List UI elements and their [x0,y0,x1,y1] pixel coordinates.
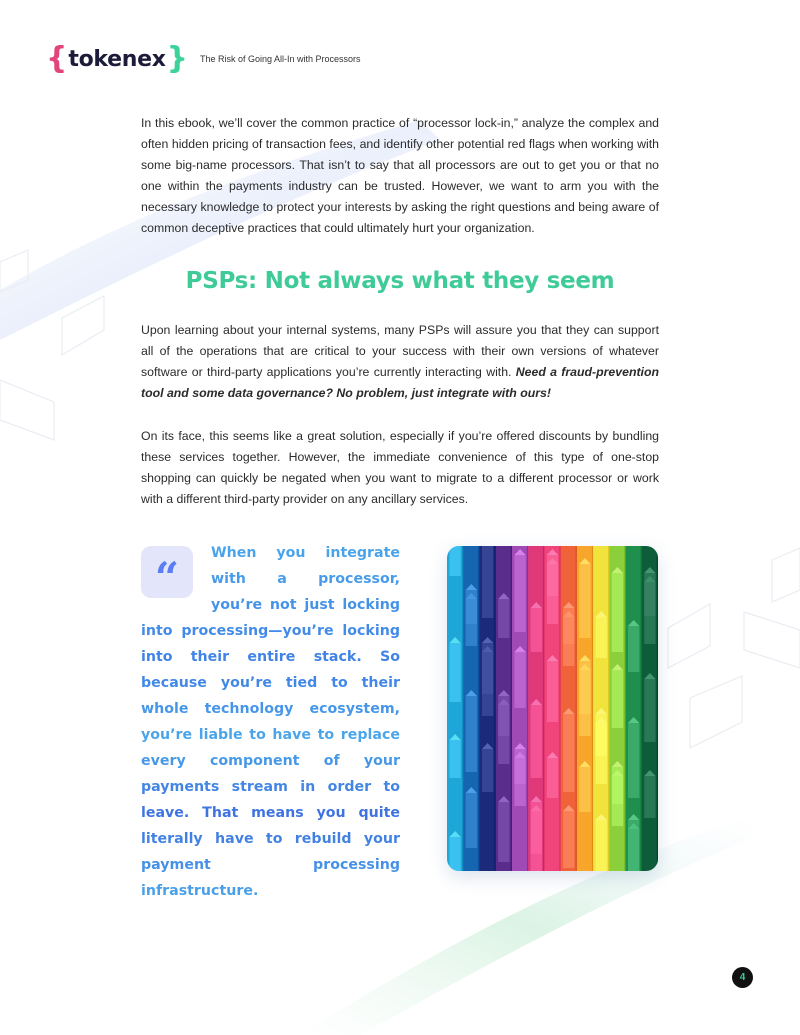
image-column-block [579,564,590,638]
image-column-edge [462,546,463,871]
tokenex-logo [46,41,188,76]
image-column-block [596,617,607,658]
pull-quote-text: When you integrate with a processor, you’re not just locking into processing—you’re locking into their entire stack. So because you’re tied to their whole technology ecosystem, you’re liable to have to replace every component of your payments stream in order to leave. That means you quite literally have to rebuild your payment processing infrastructure. [141,540,400,904]
image-column-block [547,555,558,624]
image-column-edge [624,546,625,871]
image-column-edge [559,546,560,871]
columns-graphic [447,546,658,871]
logo-brace-close: } [166,41,188,76]
image-column-block [449,546,460,576]
convenience-paragraph: On its face, this seems like a great solution, especially if you’re offered discounts by bundling these services together. However, the immediate convenience of this type of one-stop shopping can quickly be negated when you want to migrate to a different processor or work with a different third-party provider on any ancillary services. [141,429,659,506]
image-column-block [466,793,477,848]
image-column-block [531,705,542,778]
image-column-block [514,555,525,632]
image-column-edge [494,546,495,871]
image-column-block [514,652,525,708]
image-column-block [482,749,493,792]
image-column-block [547,661,558,722]
intro-paragraph: In this ebook, we’ll cover the common practice of “processor lock-in,” analyze the complex and often hidden pricing of transaction fees, and identify other potential red flags when working with some big-name processors. That isn’t to say that all processors are out to get you or that no one within the payments industry can be trusted. However, we want to arm you with the necessary knowledge to protect your interests by asking the right questions and being aware of common deceptive practices that could ultimately hurt your organization. [141,116,659,235]
image-column-block [612,670,623,728]
image-column-block [531,802,542,854]
image-column-block [498,696,509,764]
logo-text: tokenex [68,46,166,72]
image-column-block [482,546,493,618]
image-column-edge [641,546,642,871]
image-column-block [612,573,623,652]
page-number: 4 [732,967,753,988]
image-column-block [498,599,509,638]
psp-paragraph [141,320,659,404]
image-column-block [514,749,525,784]
image-column-edge [576,546,577,871]
image-column-block [612,767,623,804]
psp-paragraph-text: Upon learning about your internal systems, many PSPs will assure you that they can support all of the operations that are critical to your success with their own versions of whatever software or third-party applications you’re currently interacting with. [141,323,659,379]
image-column-block [628,820,639,871]
image-column-block [628,723,639,798]
psp-paragraph-emphasis: Need a fraud-prevention tool and some data governance? No problem, just integrate with ours! [141,365,659,400]
image-column-block [596,714,607,784]
image-column-block [547,758,558,798]
image-column-block [449,740,460,778]
image-column-block [579,661,590,714]
pull-quote [141,540,400,904]
image-column-block [482,643,493,694]
image-column-edge [511,546,512,871]
image-column-edge [592,546,593,871]
image-column-block [596,820,607,871]
image-column-block [466,590,477,624]
image-column-block [628,626,639,672]
image-column-block [531,608,542,652]
document-title: The Risk of Going All-In with Processors [199,54,361,64]
image-column-block [644,573,655,644]
image-column-block [644,679,655,742]
quote-mark-icon: “ [141,546,193,598]
image-column-block [644,776,655,818]
image-column-edge [657,546,658,871]
image-column-block [498,802,509,862]
image-column-block [449,643,460,702]
header [46,41,361,76]
image-column-block [579,767,590,812]
image-column-block [563,714,574,792]
image-column-block [466,696,477,772]
image-column-edge [543,546,544,871]
image-column-edge [478,546,479,871]
image-column-block [449,837,460,871]
section-heading: PSPs: Not always what they seem [185,268,615,294]
image-column-block [563,811,574,868]
image-column-edge [527,546,528,871]
image-column-edge [608,546,609,871]
image-column [447,546,464,871]
logo-brace-open: { [46,41,68,76]
image-column-block [563,608,574,644]
colorful-columns-image [447,546,658,871]
